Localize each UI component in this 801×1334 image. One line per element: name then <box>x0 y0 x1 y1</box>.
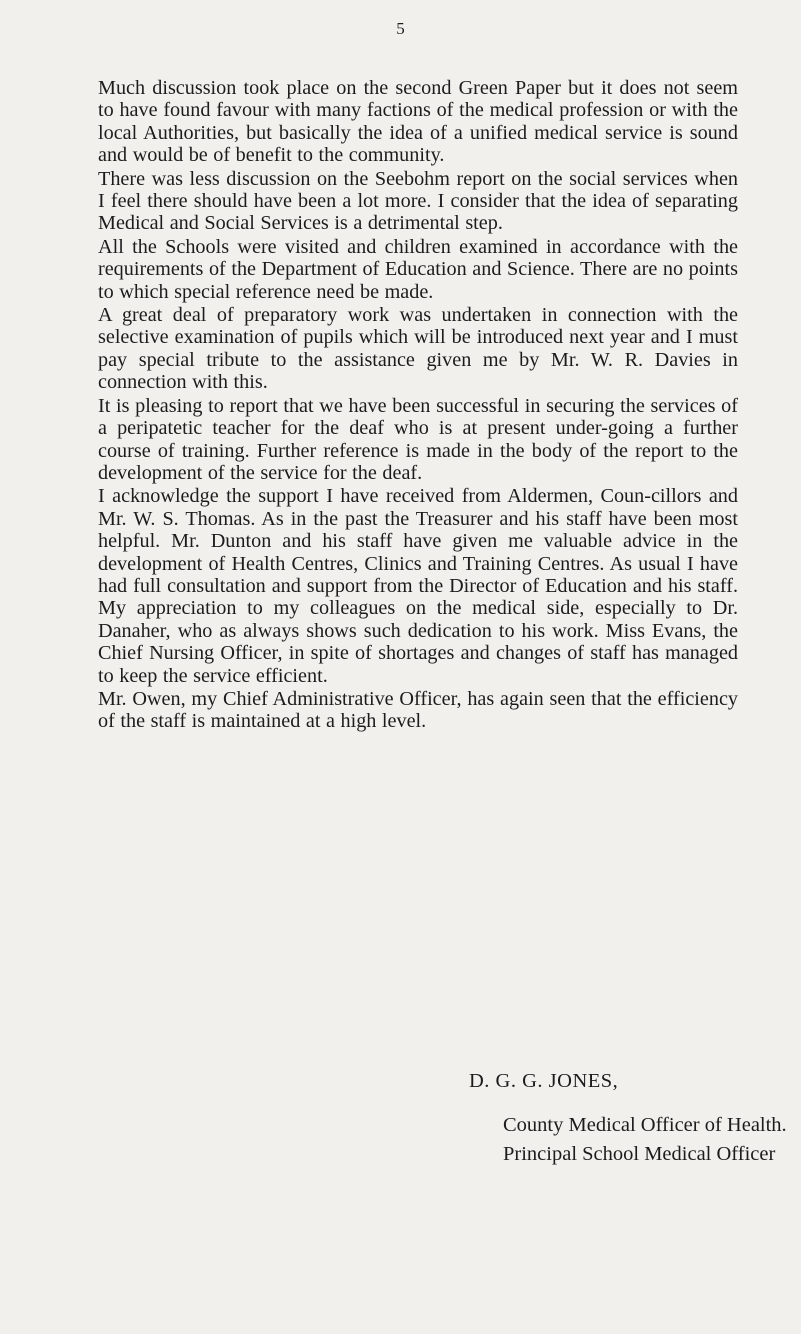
signatory-name: D. G. G. JONES, <box>469 1070 619 1092</box>
report-body <box>98 77 738 733</box>
paragraph-acknowledgements: I acknowledge the support I have received from Aldermen, Coun-cillors and Mr. W. S. Thomas. As in the past the Treasurer and his staff have been most helpful. Mr. Dunton and his staff have given me valuable advice in the development of Health Centres, Clinics and Training Centres. As usual I have had full consultation and support from the Director of Education and his staff. My appreciation to my colleagues on the medical side, especially to Dr. Danaher, who as always shows such dedication to his work. Miss Evans, the Chief Nursing Officer, in spite of shortages and changes of staff has managed to keep the service efficient. <box>98 485 738 687</box>
paragraph-seebohm-report: There was less discussion on the Seebohm report on the social services when I feel there should have been a lot more. I consider that the idea of separating Medical and Social Services is a detrimental step. <box>98 167 738 235</box>
paragraph-green-paper: Much discussion took place on the second Green Paper but it does not seem to have found favour with many factions of the medical profession or with the local Authorities, but basically the idea of a unified medical service is sound and would be of benefit to the community. <box>98 77 738 167</box>
paragraph-peripatetic-teacher: It is pleasing to report that we have been successful in securing the services of a peripatetic teacher for the deaf who is at present under-going a further course of training. Further reference is made in the body of the report to the development of the service for the deaf. <box>98 394 738 484</box>
paragraph-schools: All the Schools were visited and children examined in accordance with the requirements of the Department of Education and Science. There are no points to which special reference need be made. <box>98 235 738 303</box>
page-number: 5 <box>396 19 405 38</box>
paragraph-administrative-officer: Mr. Owen, my Chief Administrative Officer, has again seen that the efficiency of the staff is maintained at a high level. <box>98 687 738 733</box>
paragraph-selective-examination: A great deal of preparatory work was undertaken in connection with the selective examination of pupils which will be introduced next year and I must pay special tribute to the assistance given me by Mr. W. R. Davies in connection with this. <box>98 304 738 394</box>
signatory-title: County Medical Officer of Health. <box>503 1114 787 1136</box>
signatory-subtitle: Principal School Medical Officer <box>503 1143 776 1165</box>
